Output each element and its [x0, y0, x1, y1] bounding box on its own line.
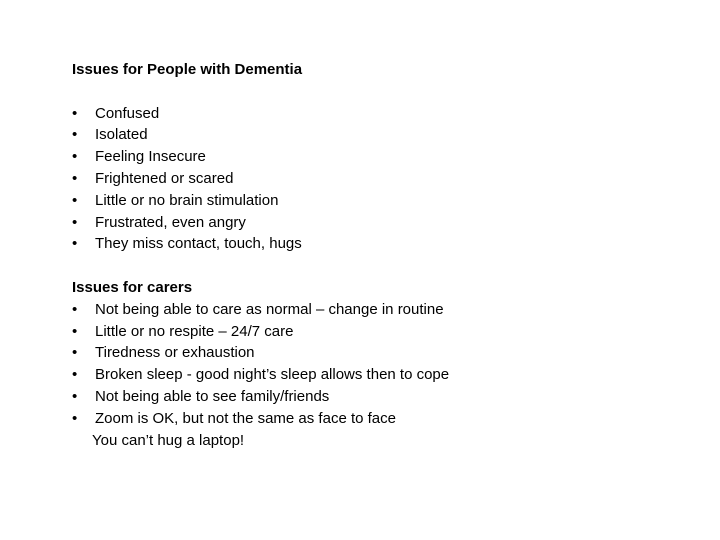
list-carers: [72, 299, 672, 430]
list-item-text: Isolated: [95, 126, 148, 144]
bullet-icon: •: [72, 235, 78, 253]
bullet-icon: •: [72, 409, 78, 427]
list-item: [72, 233, 672, 255]
bullet-icon: •: [72, 322, 78, 340]
list-item: [72, 124, 672, 146]
spacer: [72, 255, 672, 277]
list-item: [72, 386, 672, 408]
list-item-text: Not being able to see family/friends: [95, 387, 330, 405]
bullet-icon: •: [72, 387, 78, 405]
bullet-icon: •: [72, 148, 78, 166]
list-item: [72, 103, 672, 125]
list-item-text: Little or no respite – 24/7 care: [95, 322, 294, 340]
list-item-text: Feeling Insecure: [95, 148, 206, 166]
list-item-text: Frustrated, even angry: [95, 213, 246, 231]
list-item: [72, 190, 672, 212]
slide-body: [72, 59, 672, 451]
bullet-icon: •: [72, 104, 78, 122]
list-item-text: They miss contact, touch, hugs: [95, 235, 302, 253]
bullet-icon: •: [72, 126, 78, 144]
bullet-icon: •: [72, 366, 78, 384]
list-item: [72, 299, 672, 321]
list-item: [72, 212, 672, 234]
bullet-icon: •: [72, 344, 78, 362]
list-item-text: Confused: [95, 104, 160, 122]
list-item-text: Zoom is OK, but not the same as face to face: [95, 409, 396, 427]
list-continuation-text: You can’t hug a laptop!: [92, 431, 245, 449]
section-heading-people-with-dementia: Issues for People with Dementia: [72, 61, 303, 78]
bullet-icon: •: [72, 191, 78, 209]
bullet-icon: •: [72, 169, 78, 187]
list-item-text: Frightened or scared: [95, 169, 234, 187]
list-item: [72, 321, 672, 343]
bullet-icon: •: [72, 300, 78, 318]
list-item: [72, 342, 672, 364]
list-item-text: Broken sleep - good night’s sleep allows then to cope: [95, 366, 450, 384]
bullet-icon: •: [72, 213, 78, 231]
list-item-text: Tiredness or exhaustion: [95, 344, 255, 362]
list-item: [72, 146, 672, 168]
list-item-text: Little or no brain stimulation: [95, 191, 279, 209]
list-item: [72, 364, 672, 386]
list-people-with-dementia: [72, 103, 672, 256]
section-heading-carers: Issues for carers: [72, 278, 193, 296]
list-item: [72, 168, 672, 190]
spacer: [72, 81, 672, 103]
list-item-text: Not being able to care as normal – change in routine: [95, 300, 444, 318]
list-item: [72, 408, 672, 430]
